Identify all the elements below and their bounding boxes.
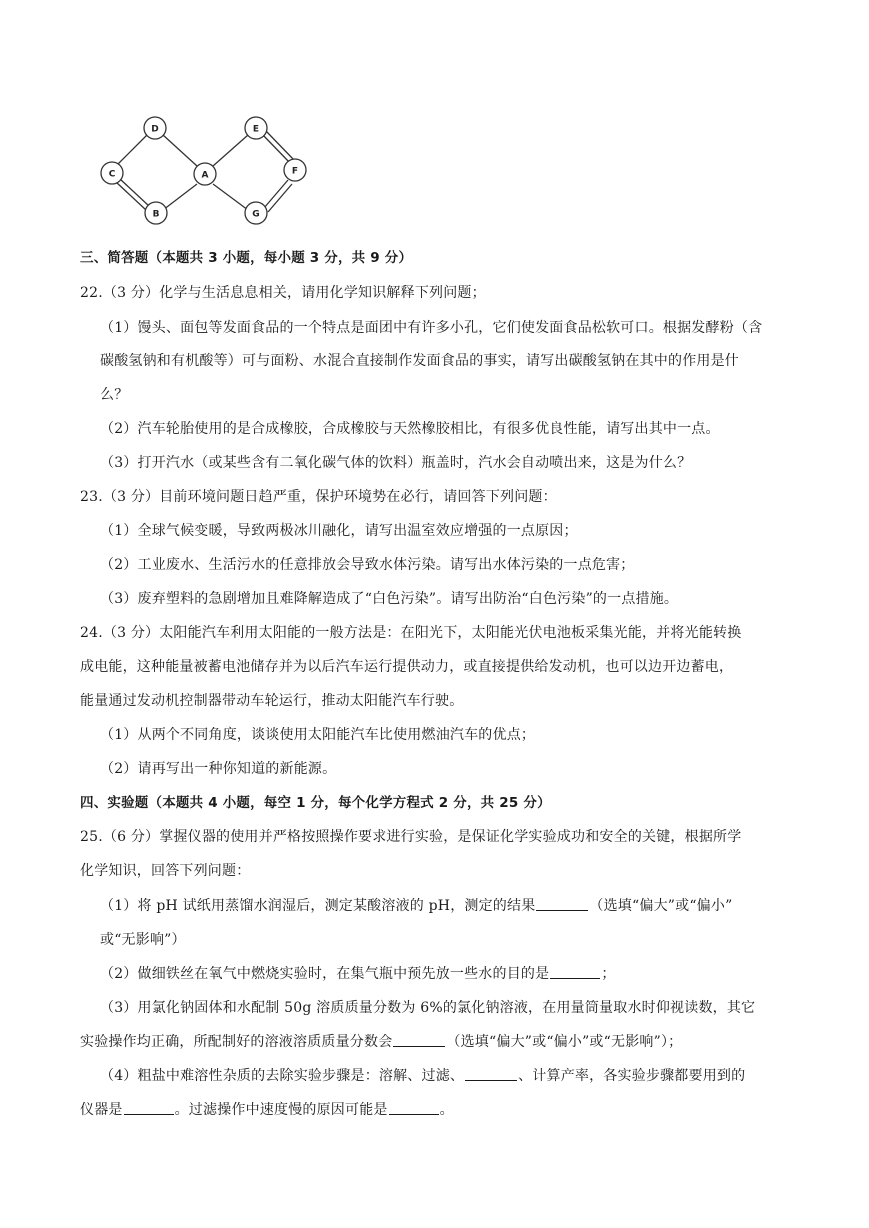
section-3-heading: 三、简答题（本题共 3 小题，每小题 3 分，共 9 分） xyxy=(80,250,413,266)
reaction-network-diagram xyxy=(92,108,322,240)
q25-part1-text-b: （选填“偏大”或“偏小” xyxy=(589,898,733,914)
q24-stem-line2: 成电能，这种能量被蓄电池储存并为以后汽车运行提供动力，或直接提供给发动机，也可以边开边蓄电， xyxy=(80,659,734,675)
q25-part4-line2 xyxy=(80,1100,454,1120)
q25-part3-line1: （3）用氯化钠固体和水配制 50g 溶质质量分数为 6%的氯化钠溶液，在用量筒量取水时仰视读数，其它 xyxy=(100,1000,756,1016)
q25-part1-cont: 或“无影响”） xyxy=(100,932,186,948)
q22-part1-line2: 碳酸氢钠和有机酸等）可与面粉、水混合直接制作发面食品的事实，请写出碳酸氢钠在其中的作用是什 xyxy=(100,353,739,369)
q25-stem-line2: 化学知识，回答下列问题： xyxy=(80,863,251,879)
q22-part2: （2）汽车轮胎使用的是合成橡胶，合成橡胶与天然橡胶相比，有很多优良性能，请写出其中一点。 xyxy=(100,421,720,437)
edge-a-e xyxy=(213,135,248,166)
q23-part2: （2）工业废水、生活污水的任意排放会导致水体污染。请写出水体污染的一点危害； xyxy=(100,557,635,573)
q22-part1-line1: （1）馒头、面包等发面食品的一个特点是面团中有许多小孔，它们使发面食品松软可口。根据发酵粉（含 xyxy=(100,320,763,336)
q23-part3: （3）废弃塑料的急剧增加且难降解造成了“白色污染”。请写出防治“白色污染”的一点措施。 xyxy=(100,591,679,607)
answer-blank-5[interactable] xyxy=(124,1100,174,1115)
answer-blank-6[interactable] xyxy=(389,1100,439,1115)
q25-part3-text-c: （选填“偏大”或“偏小”或“无影响”）； xyxy=(446,1034,683,1050)
q25-part4-text-b: 、计算产率，各实验步骤都要用到的 xyxy=(518,1068,746,1084)
node-label-a: A xyxy=(201,170,209,181)
node-label-d: D xyxy=(151,124,159,135)
q23-part1: （1）全球气候变暖，导致两极冰川融化，请写出温室效应增强的一点原因； xyxy=(100,523,578,539)
q25-part4-text-a: （4）粗盐中难溶性杂质的去除实验步骤是：溶解、过滤、 xyxy=(100,1068,465,1084)
q25-part2 xyxy=(100,964,616,984)
edge-c-b xyxy=(116,182,146,210)
edge-d-c xyxy=(118,135,147,164)
q24-part1: （1）从两个不同角度，谈谈使用太阳能汽车比使用燃油汽车的优点； xyxy=(100,727,536,743)
edge-a-g xyxy=(213,184,248,210)
q25-part4-text-d: 。过滤操作中速度慢的原因可能是 xyxy=(174,1102,388,1118)
edge-e-f xyxy=(262,134,290,163)
node-label-f: F xyxy=(291,166,299,177)
q25-part4-text-e: 。 xyxy=(439,1102,454,1118)
section-4-heading: 四、实验题（本题共 4 小题，每空 1 分，每个化学方程式 2 分，共 25 分） xyxy=(80,795,551,811)
node-label-g: G xyxy=(252,209,260,220)
answer-blank-3[interactable] xyxy=(393,1032,445,1047)
q25-part2-text-a: （2）做细铁丝在氧气中燃烧实验时，在集气瓶中预先放一些水的目的是 xyxy=(100,966,550,982)
answer-blank-4[interactable] xyxy=(465,1066,517,1081)
q25-part1-text-a: （1）将 pH 试纸用蒸馏水润湿后，测定某酸溶液的 pH，测定的结果 xyxy=(100,898,536,914)
answer-blank-1[interactable] xyxy=(536,896,588,911)
q22-part1-line3: 么？ xyxy=(100,387,129,403)
edge-f-g xyxy=(264,180,288,208)
q25-part4-line1 xyxy=(100,1066,745,1086)
q24-stem-line3: 能量通过发动机控制器带动车轮运行，推动太阳能汽车行驶。 xyxy=(80,693,464,709)
q25-part1 xyxy=(100,896,732,916)
q22-part3: （3）打开汽水（或某些含有二氧化碳气体的饮料）瓶盖时，汽水会自动喷出来，这是为什么？ xyxy=(100,455,692,471)
q24-stem-line1: 24.（3 分）太阳能汽车利用太阳能的一般方法是：在阳光下，太阳能光伏电池板采集光能，并将光能转换 xyxy=(80,625,742,641)
node-label-e: E xyxy=(252,124,260,135)
edge-d-a xyxy=(163,135,197,166)
q25-part2-text-b: ； xyxy=(601,966,616,982)
q25-part3-text-b: 实验操作均正确，所配制好的溶液溶质质量分数会 xyxy=(80,1034,393,1050)
q25-stem-line1: 25.（6 分）掌握仪器的使用并严格按照操作要求进行实验，是保证化学实验成功和安全的关键，根据所学 xyxy=(80,829,742,845)
q25-part3-line2 xyxy=(80,1032,682,1052)
q23-stem: 23.（3 分）目前环境问题日趋严重，保护环境势在必行，请回答下列问题： xyxy=(80,489,557,505)
node-label-c: C xyxy=(108,169,116,180)
q24-part2: （2）请再写出一种你知道的新能源。 xyxy=(100,761,337,777)
answer-blank-2[interactable] xyxy=(550,964,600,979)
edge-b-a xyxy=(163,184,197,210)
q22-stem: 22.（3 分）化学与生活息息相关，请用化学知识解释下列问题； xyxy=(80,285,486,301)
q25-part4-text-c: 仪器是 xyxy=(80,1102,123,1118)
node-label-b: B xyxy=(152,209,160,220)
